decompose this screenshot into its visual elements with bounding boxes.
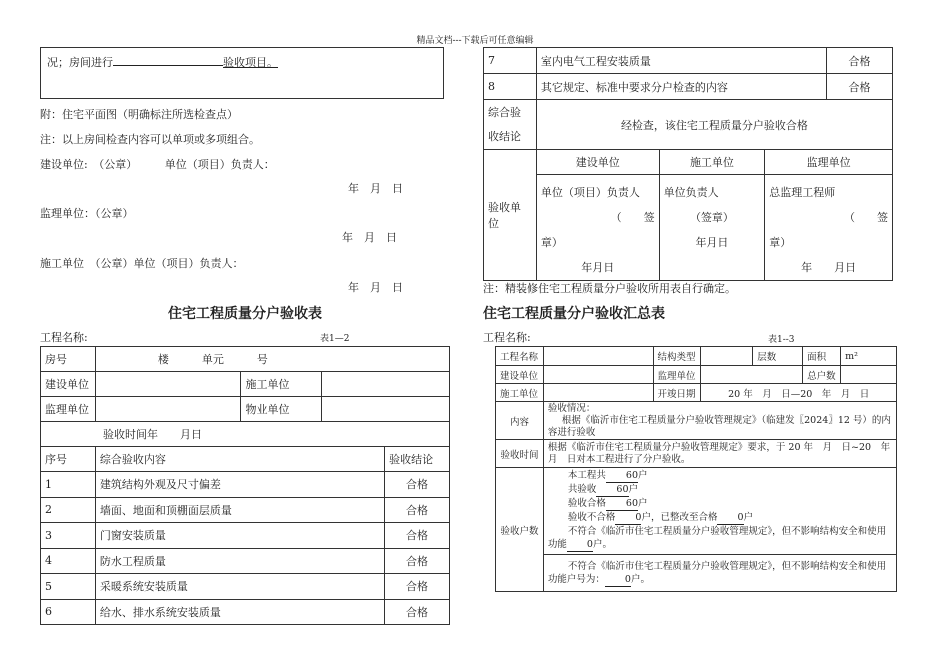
construct-value	[322, 372, 450, 397]
build-label: 建设单位	[41, 372, 96, 397]
conclusion-text: 经检查，该住宅工程质量分户验收合格	[536, 100, 892, 150]
r2-build-label: 建设单位	[496, 366, 544, 384]
form2-table-no: 表1—2	[320, 334, 350, 344]
row-content: 墙面、地面和顶棚面层质量	[95, 497, 384, 523]
count-checked-value: 60	[596, 483, 628, 497]
count-nc-text: 不符合《临沂市住宅工程质量分户验收管理规定》，但不影响结构安全和使用功能	[547, 526, 887, 550]
construct-sign-cell	[659, 175, 765, 281]
build-value	[95, 372, 241, 397]
table-row	[41, 523, 450, 549]
property-label: 物业单位	[241, 397, 322, 422]
r2-households-label: 总户数	[803, 366, 841, 384]
row-no: 8	[484, 74, 537, 100]
room-box-text	[47, 54, 278, 70]
property-value	[322, 397, 450, 422]
form2-project-label: 工程名称:	[40, 331, 88, 344]
r2-supervise-label: 监理单位	[653, 366, 701, 384]
content-cell	[543, 402, 896, 440]
construct-sign-2: （签章）	[689, 211, 734, 224]
table-row	[41, 497, 450, 523]
count-pass	[548, 497, 892, 511]
build-sign-1: 单位（项目）负责人	[540, 186, 640, 199]
table-row	[41, 574, 450, 600]
conclusion-label-2: 收结论	[488, 129, 521, 143]
build-date: 年月日	[581, 261, 615, 274]
count-pass-value: 60	[606, 497, 638, 511]
r2-supervise-value	[701, 366, 803, 384]
supervise-date: 年 月日	[801, 261, 857, 274]
supervise-sign-cell	[765, 175, 893, 281]
row-result: 合格	[385, 574, 450, 600]
header-result: 验收结论	[385, 447, 450, 472]
form2-title: 住宅工程质量分户验收表	[168, 306, 322, 322]
nc-cell	[543, 555, 896, 592]
r1-structure-value	[701, 347, 753, 366]
room-box-text-b: 验收项目。	[223, 56, 278, 69]
time-label: 验收时间	[496, 440, 544, 468]
count-fail-label: 验收不合格	[567, 512, 616, 523]
form3-project-label: 工程名称:	[483, 331, 531, 344]
count-total	[548, 469, 892, 483]
header-content: 综合验收内容	[95, 447, 384, 472]
count-label: 验收户数	[496, 468, 544, 592]
count-nc-unit: 户。	[592, 539, 612, 550]
conclusion-label	[484, 100, 537, 150]
count-fail-text: 户，已整改至合格	[641, 512, 718, 523]
room-blank	[113, 55, 223, 66]
fit-out-note: 注：精装修住宅工程质量分户验收所用表自行确定。	[483, 282, 736, 295]
nc-households	[548, 560, 892, 587]
count-nonconform	[548, 525, 892, 552]
date-line-1: 年 月 日	[348, 182, 403, 195]
row-result: 合格	[385, 599, 450, 625]
form3-table	[495, 346, 900, 592]
row-result: 合格	[827, 74, 893, 100]
count-total-unit: 户	[638, 470, 648, 481]
count-checked	[548, 483, 892, 497]
table-row	[41, 472, 450, 498]
date-line-3: 年 月 日	[348, 281, 403, 294]
row-no: 7	[484, 48, 537, 74]
attach-note: 附：住宅平面图（明确标注所选检查点）	[40, 108, 238, 121]
form3-title: 住宅工程质量分户验收汇总表	[483, 306, 665, 322]
header-note: 精品文档---下载后可任意编辑	[416, 36, 534, 46]
supervise-sign-2: （ 签	[844, 211, 888, 224]
r3-construct-value	[543, 384, 653, 402]
count-checked-label: 共验收	[567, 484, 597, 495]
accept-unit-label: 验收单位	[484, 150, 537, 281]
row-no: 6	[41, 599, 96, 625]
count-total-value: 60	[606, 469, 638, 483]
conclusion-label-1: 综合验	[488, 105, 521, 119]
count-fixed-unit: 户	[743, 512, 754, 523]
build-sign-2: （ 签	[610, 211, 655, 224]
room-box	[40, 47, 444, 99]
table-row	[41, 599, 450, 625]
col-supervise-unit: 监理单位	[765, 150, 893, 175]
content-label: 内容	[496, 402, 544, 440]
col-construct-unit: 施工单位	[659, 150, 765, 175]
content-text-2: 根据《临沂市住宅工程质量分户验收管理规定》（临建发〖2024〗12 号）的内容进行验收	[547, 414, 891, 438]
row-no: 3	[41, 523, 96, 549]
scope-note: 注：以上房间检查内容可以单项或多项组合。	[40, 133, 260, 146]
r3-construct-label: 施工单位	[496, 384, 544, 402]
row-no: 5	[41, 574, 96, 600]
construct-date: 年月日	[695, 236, 729, 249]
r1-area-label: 面积	[803, 347, 841, 366]
room-box-text-a: 况；房间进行	[47, 56, 113, 69]
row-content: 建筑结构外观及尺寸偏差	[95, 472, 384, 498]
r2-households-value	[841, 366, 897, 384]
row-content: 室内电气工程安装质量	[536, 48, 826, 74]
count-cell	[543, 468, 896, 555]
row-content: 其它规定、标准中要求分户检查的内容	[536, 74, 826, 100]
r1-project-label: 工程名称	[496, 347, 544, 366]
supervise-unit-line: 监理单位：（公章）	[40, 207, 134, 220]
col-build-unit: 建设单位	[536, 150, 659, 175]
row-no: 2	[41, 497, 96, 523]
count-pass-unit: 户	[638, 498, 648, 509]
supervise-value	[95, 397, 241, 422]
room-value: 楼 单元 号	[95, 347, 449, 372]
form2-continued-table	[483, 47, 893, 281]
row-result: 合格	[385, 472, 450, 498]
row-content: 门窗安装质量	[95, 523, 384, 549]
content-text-1: 验收情况：	[547, 402, 596, 414]
count-nc-value: 0	[567, 538, 593, 552]
header-no: 序号	[41, 447, 96, 472]
r3-dates-value: 20 年 月 日—20 年 月 日	[701, 384, 897, 402]
count-fail	[548, 511, 892, 525]
count-total-label: 本工程共	[567, 470, 606, 481]
time-text: 根据《临沂市住宅工程质量分户验收管理规定》要求，于 20 年 月 日~20 年 月 日对本工程进行了分户验收。	[543, 440, 896, 468]
row-content: 防水工程质量	[95, 548, 384, 574]
r1-project-value	[543, 347, 653, 366]
count-fail-value: 0	[615, 511, 641, 525]
r1-floors-label: 层数	[753, 347, 803, 366]
construct-sign-1: 单位负责人	[663, 186, 719, 199]
nc2-text: 不符合《临沂市住宅工程质量分户验收管理规定》，但不影响结构安全和使用功能户号为：	[547, 560, 887, 585]
r1-structure-label: 结构类型	[653, 347, 701, 366]
r2-build-value	[543, 366, 653, 384]
supervise-label: 监理单位	[41, 397, 96, 422]
nc2-value: 0	[605, 573, 631, 587]
row-result: 合格	[827, 48, 893, 74]
supervise-sign-1: 总监理工程师	[769, 186, 836, 199]
row-result: 合格	[385, 497, 450, 523]
count-checked-unit: 户	[628, 484, 639, 495]
table-row	[484, 74, 893, 100]
row-no: 4	[41, 548, 96, 574]
construct-unit-line: 施工单位 （公章）单位（项目）负责人：	[40, 257, 244, 270]
count-fixed-value: 0	[717, 511, 743, 525]
r1-area-unit: m²	[841, 347, 897, 366]
form3-table-no: 表1--3	[768, 335, 795, 345]
count-pass-label: 验收合格	[567, 498, 606, 509]
date-line-2: 年 月 日	[342, 231, 397, 244]
form2-table	[40, 346, 450, 625]
build-sign-3: 章）	[540, 236, 563, 249]
row-result: 合格	[385, 548, 450, 574]
build-unit-line: 建设单位: （公章） 单位（项目）负责人：	[40, 158, 275, 171]
r3-dates-label: 开竣日期	[653, 384, 701, 402]
nc2-unit: 户。	[630, 573, 650, 585]
table-row	[41, 548, 450, 574]
construct-label: 施工单位	[241, 372, 322, 397]
room-label: 房号	[41, 347, 96, 372]
accept-time: 验收时间年 月日	[41, 422, 450, 447]
table-row	[484, 48, 893, 74]
row-content: 给水、排水系统安装质量	[95, 599, 384, 625]
row-no: 1	[41, 472, 96, 498]
supervise-sign-3: 章）	[769, 236, 792, 249]
row-content: 采暖系统安装质量	[95, 574, 384, 600]
build-sign-cell	[536, 175, 659, 281]
row-result: 合格	[385, 523, 450, 549]
